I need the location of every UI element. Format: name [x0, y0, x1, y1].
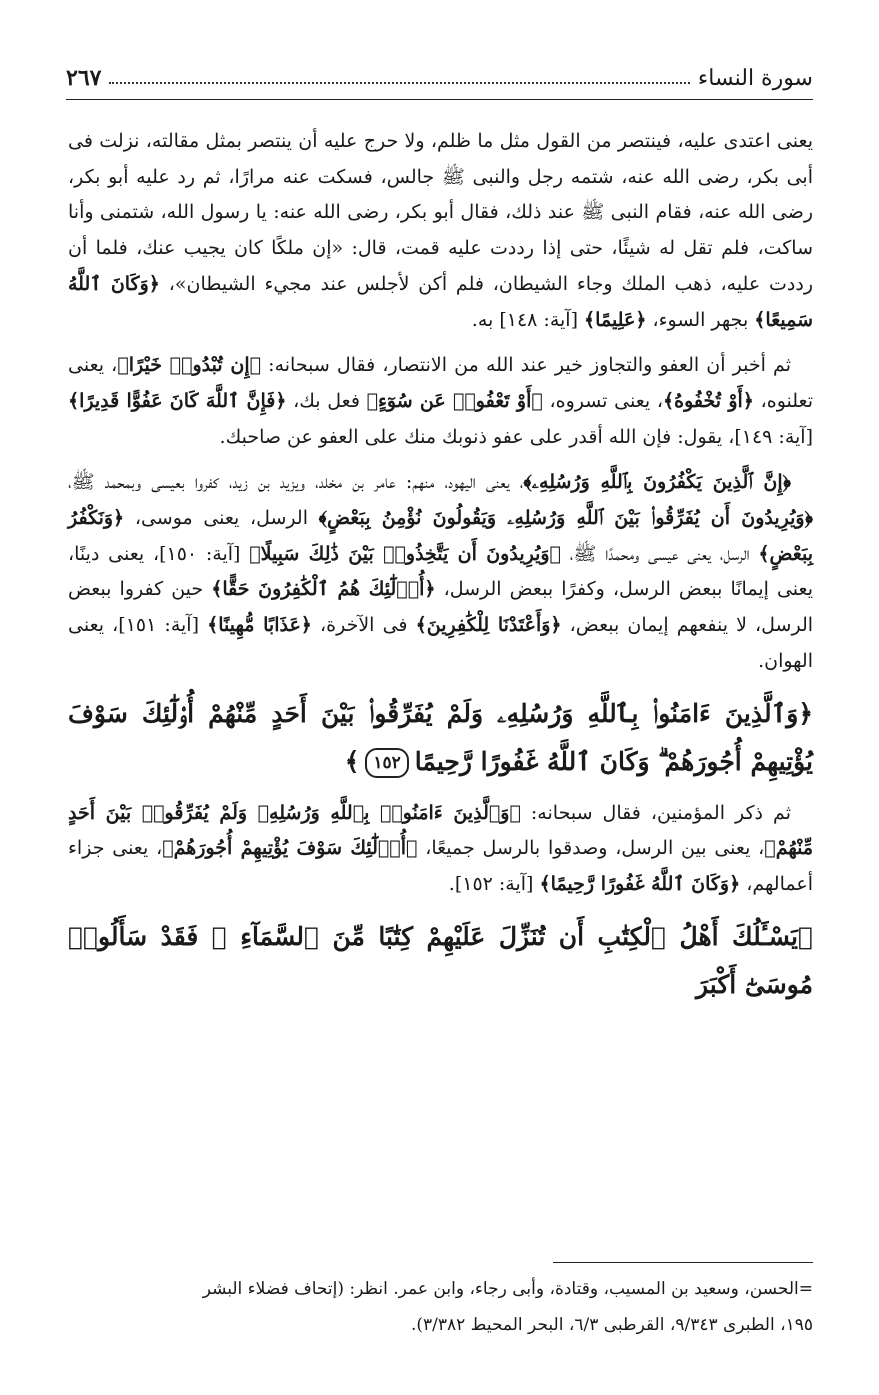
commentary-text: ، يعنى جزاء أعمالهم،: [68, 837, 813, 895]
commentary-text: ، يعنى بين الرسل، وصدقوا بالرسل جميعًا،: [417, 837, 765, 860]
quran-quote: ﴿وَنَكْفُرُ بِبَعْضٍ﴾: [68, 507, 813, 565]
commentary-text: يعنى اعتدى عليه، فينتصر من القول مثل ما ظلم، ولا حرج عليه أن ينتصر بمثل مقالته، نزلت فى أبى بكر، رضى الله عنه، شتمه رجل والنبى ﷺ جالس، فسكت عنه مرارًا، ثم رد عليه أبو بكر، رضى الله عنه، فقام النبى ﷺ عند ذلك، فقال أبو بكر، رضى الله عنه: يا رسول الله، شتمنى وأنا ساكت، فلم تقل له شيئًا، حتى إذا رددت عليه قمت، قال: «إن ملكًا كان يجيب عنك، فلما أن رددت عليه، ذهب الملك وجاء الشيطان، فلم أكن لأجلس عند مجيء الشيطان»،: [68, 130, 814, 295]
quran-quote: ﴿عَلِيمًا﴾: [584, 308, 647, 331]
quran-quote: ﴿وَٱلَّذِينَ ءَامَنُوا۟ بِٱللَّهِ وَرُسُلِهِۦ وَلَمْ يُفَرِّقُوا۟ بَيْنَ أَحَدٍ مِّنْهُمْ﴾: [68, 801, 814, 860]
commentary-text: ، يعنى اليهود، منهم: عامر بن مخلد، ويزيد بن زيد، كفروا بعيسى وبمحمد ﷺ،: [68, 471, 524, 494]
quran-quote: ﴿وَكَانَ ٱللَّهُ سَمِيعًا﴾: [68, 272, 813, 331]
paragraph-148: [68, 124, 813, 338]
ayah-number-marker: ١٥٢: [365, 748, 408, 778]
paragraph-149: [68, 348, 813, 455]
commentary-text: ثم أخبر أن العفو والتجاوز خير عند الله من الانتصار، فقال سبحانه:: [261, 354, 791, 377]
footnote-line: ١٩٥، الطبرى ٩/٣٤٣، القرطبى ٦/٣، البحر المحيط ٣/٣٨٢).: [410, 1315, 813, 1335]
quran-quote: ﴿إِن تُبْدُوا۟ خَيْرًا﴾: [117, 354, 262, 377]
page-header: [66, 60, 813, 100]
commentary-text: فى الآخرة،: [311, 614, 416, 637]
quran-quote: ﴿وَكَانَ ٱللَّهُ غَفُورًا رَّحِيمًا﴾: [539, 872, 741, 895]
commentary-text: الرسل، يعنى موسى،: [124, 507, 319, 530]
surah-title: سورة النساء: [697, 66, 813, 91]
footnote-rule: [553, 1262, 813, 1263]
commentary-text: ، يعنى تسروه،: [542, 389, 663, 412]
quran-quote: ﴿أُو۟لَٰٓئِكَ هُمُ ٱلْكَٰفِرُونَ حَقًّا﴾: [211, 578, 436, 601]
quran-quote: ﴿وَيُرِيدُونَ أَن يَتَّخِذُوا۟ بَيْنَ ذَٰلِكَ سَبِيلًا﴾: [249, 542, 561, 565]
quran-quote: ﴿وَأَعْتَدْنَا لِلْكَٰفِرِينَ﴾: [415, 614, 562, 637]
commentary-text: [آية: ١٥١]، يعنى الهوان.: [68, 614, 813, 672]
verse-reference: [آية: ١٥٢].: [448, 872, 540, 895]
paragraph-152: [68, 796, 813, 903]
page-body: [68, 124, 813, 1019]
quran-quote: ﴿فَإِنَّ ٱللَّهَ كَانَ عَفُوًّا قَدِيرًا﴾: [68, 389, 287, 412]
paragraph-150-151: [68, 465, 813, 679]
commentary-text: بجهر السوء،: [646, 308, 755, 331]
commentary-text: الرسل، يعنى عيسى ومحمدًا ﷺ،: [560, 542, 759, 565]
verse-153-block: [68, 913, 813, 1009]
verse-close-bracket: ﴾: [344, 746, 360, 776]
quran-quote: ﴿وَيُرِيدُونَ أَن يُفَرِّقُوا۟ بَيْنَ ٱللَّهِ وَرُسُلِهِۦ وَيَقُولُونَ نُؤْمِنُ بِبَعْضٍ﴾: [318, 507, 813, 530]
quran-quote: ﴿أُو۟لَٰٓئِكَ سَوْفَ يُؤْتِيهِمْ أُجُورَهُمْ﴾: [162, 837, 418, 860]
quran-quote: ﴿عَذَابًا مُّهِينًا﴾: [207, 614, 312, 637]
commentary-text: حين كفروا ببعض الرسل، لا ينفعهم إيمان ببعض،: [68, 578, 814, 637]
footnote-area: [66, 1262, 813, 1343]
verse-152-text: ﴿وَٱلَّذِينَ ءَامَنُوا۟ بِٱللَّهِ وَرُسُلِهِۦ وَلَمْ يُفَرِّقُوا۟ بَيْنَ أَحَدٍ مِّنْهُمْ أُو۟لَٰٓئِكَ سَوْفَ يُؤْتِيهِمْ أُجُورَهُمْ ۗ وَكَانَ ٱللَّهُ غَفُورًا رَّحِيمًا: [68, 698, 813, 776]
commentary-text: ، يعنى تعلنوه،: [68, 354, 813, 412]
footnote-line: =الحسن، وسعيد بن المسيب، وقتادة، وأبى رجاء، وابن عمر. انظر: (إتحاف فضلاء البشر: [202, 1279, 813, 1299]
quran-quote: ﴿أَوْ تُخْفُوهُ﴾: [663, 389, 754, 412]
verse-153-text: ﴿يَسْـَٔلُكَ أَهْلُ ٱلْكِتَٰبِ أَن تُنَزِّلَ عَلَيْهِمْ كِتَٰبًا مِّنَ ٱلسَّمَآءِ ۚ فَقَدْ سَأَلُوا۟ مُوسَىٰٓ أَكْبَرَ: [68, 921, 813, 999]
verse-152-block: [68, 690, 813, 786]
quran-quote: ﴿أَوْ تَعْفُوا۟ عَن سُوٓءٍ﴾: [366, 389, 543, 412]
commentary-text: فعل بك،: [286, 389, 367, 412]
header-dotted-leader: [109, 82, 689, 84]
commentary-text: [آية: ١٤٩]، يقول: فإن الله أقدر على عفو ذنوبك منك على العفو عن صاحبك.: [219, 425, 813, 448]
page-number: ٢٦٧: [66, 65, 102, 91]
commentary-text: [آية: ١٥٠]، يعنى دينًا، يعنى إيمانًا ببعض الرسل، وكفرًا ببعض الرسل،: [68, 542, 813, 601]
verse-reference: [آية: ١٤٨] به.: [471, 308, 585, 331]
commentary-text: ثم ذكر المؤمنين، فقال سبحانه:: [520, 801, 791, 824]
quran-quote: ﴿إِنَّ ٱلَّذِينَ يَكْفُرُونَ بِٱللَّهِ وَرُسُلِهِۦ﴾: [523, 471, 792, 494]
